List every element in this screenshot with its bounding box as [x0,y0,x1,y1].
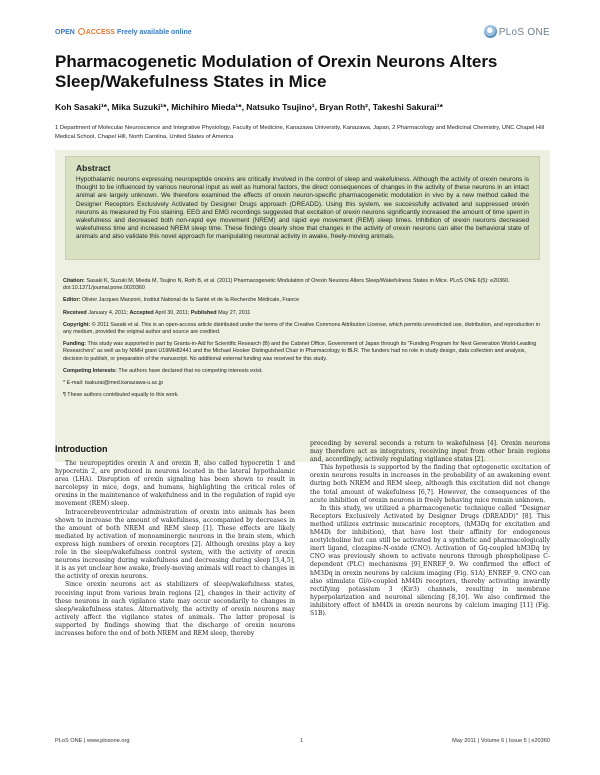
abstract-heading: Abstract [76,163,111,173]
front-matter-panel [55,150,550,462]
plos-one-logo: PLoS ONE [484,25,550,38]
paragraph: In this study, we utilized a pharmacogenetic technique called "Designer Receptors Exclusively Activated by Designer Drugs (DREADD)" [8]. This method utilizes extrinsic muscarinic receptors, (hM3Dq for excitation and hM4Di for inhibition), that have lost their affinity for endogenous acetylcholine but can still be activated by a synthetic and pharmacologically inert ligand, clozapine-N-oxide (CNO). Activation of Gq-coupled hM3Dq by CNO was previously shown to activate neurons through phospholipase C-dependent (PLC) mechanisms [9]_ENREF_9. We confirmed the effect of hM3Dq in orexin neurons by calcium imaging (Fig. S1A)_ENREF_9. CNO can also stimulate Gi/o-coupled hM4Di receptors, thereby activating inwardly rectifying potassium 3 (Kir3) channels, resulting in membrane hyperpolarization and neuronal silencing [8,10]. We also confirmed the inhibitory effect of hM4Di in orexin neurons by calcium imaging [11] (Fig. S1B). [310,504,550,617]
copyright: Copyright: © 2011 Sasaki et al. This is an open-access article distributed under the terms of the Creative Commons Attribution License, which permits unrestricted use, distribution, and reproduction in any medium, provided the original author and source are credited. [63,321,540,336]
body-column-left [55,460,295,638]
paper-title: Pharmacogenetic Modulation of Orexin Neurons Alters Sleep/Wakefulness States in Mice [55,52,498,91]
footer-issue-info: May 2011 | Volume 6 | Issue 5 | e20360 [452,738,550,744]
paragraph: The neuropeptides orexin A and orexin B, also called hypocretin 1 and hypocretin 2, are produced in neurons located in the lateral hypothalamic area (LHA). Disruption of orexin signaling has been shown to result in narcolepsy in mice, dogs, and humans, highlighting the critical roles of orexins in the maintenance of wakefulness and in the regulation of rapid eye movement (REM) sleep. [55,460,295,508]
author-list: Koh Sasaki¹*, Mika Suzuki¹*, Michihiro Mieda¹*, Natsuko Tsujino¹, Bryan Roth², Takeshi Sakurai¹* [55,102,443,112]
equal-contribution-note: ¶ These authors contributed equally to this work. [63,392,179,399]
introduction-heading: Introduction [55,444,108,454]
body-column-right [310,440,550,618]
citation: Citation: Sasaki K, Suzuki M, Mieda M, Tsujino N, Roth B, et al. (2011) Pharmacogenetic Modulation of Orexin Neurons Alters Sleep/Wakefulness States in Mice. PLoS ONE 6(5): e20360. doi:10.1371/journal.pone.0020360 [63,278,510,292]
article-metadata [63,278,541,404]
dates: Received January 4, 2011; Accepted April 30, 2011; Published May 27, 2011 [63,309,251,316]
paragraph: preceding by several seconds a return to wakefulness [4]. Orexin neurons may therefore act as integrators, receiving input from other brain regions and, accordingly, actively regulating vigilance states [2]. [310,440,550,464]
funding: Funding: This study was supported in part by Grants-in-Aid for Scientific Research (B) and the Cabinet Office, Government of Japan through its "Funding Program for Next Generation World-Leading Researchers" as well as by NIMH grant U19MH82441 and the Michael Hooker Distinguished Chair in Pharmacology to BLR. The funders had no role in study design, data collection and analysis, decision to publish, or preparation of the manuscript. No additional external funding was received for this study. [63,341,537,362]
page-number: 1 [300,738,304,744]
plos-logo-icon [484,25,497,38]
competing-interests: Competing Interests: The authors have declared that no competing interests exist. [63,367,263,374]
paragraph: Intracerebroventricular administration of orexin into animals has been shown to increase the amount of wakefulness, accompanied by decreases in the amount of both NREM and REM sleep [1]. These effects are likely mediated by activation of monoaminergic neurons in the brain stem, which express high numbers of orexin receptors [2]. Although orexins play a key role in the sleep/wakefulness control system, with the activity of orexin neurons increasing during wakefulness and decreasing during sleep [3,4,5], it is as yet unclear how awake, freely-moving animals will react to changes in the activity of orexin neurons. [55,508,295,581]
corresponding-email[interactable]: * E-mail: tsakurai@med.kanazawa-u.ac.jp [63,380,164,387]
page-footer [55,738,550,748]
journal-header [55,27,550,41]
editor: Editor: Olivier Jacques Manzoni, Institut National de la Santé et de la Recherche Médicale, France [63,297,300,304]
abstract-text: Hypothalamic neurons expressing neuropeptide orexins are critically involved in the control of sleep and wakefulness. Although the activity of orexin neurons is thought to be influenced by various neuronal input as well as humoral factors, the direct consequences of changes in the activity of these neurons in an intact animal are largely unknown. We therefore examined the effects of orexin neuron-specific pharmacogenetic modulation in vivo by a new method called the Designer Receptors Exclusively Activated by Designer Drugs approach (DREADD). Using this system, we successfully activated and suppressed orexin neurons as measured by Fos staining. EEG and EMG recordings suggested that excitation of orexin neurons significantly increased the amount of time spent in wakefulness and decreased both non-rapid eye movement (NREM) and rapid eye movement (REM) sleep times. Inhibition of orexin neurons decreased wakefulness time and increased NREM sleep time. These findings clearly show that changes in the activity of orexin neurons can alter the behavioral state of animals and also validate this novel approach for manipulating neuronal activity in awake, freely-moving animals. [76,176,529,241]
paragraph: This hypothesis is supported by the finding that optogenetic excitation of orexin neurons results in increases in the probability of an awakening event during both NREM and REM sleep, although this excitation did not change the total amount of wakefulness [6,7]. However, the consequences of the acute inhibition of orexin neurons in freely behaving mice remain unknown. [310,464,550,504]
footer-journal-link[interactable]: PLoS ONE | www.plosone.org [55,738,130,744]
abstract-box [65,156,540,260]
paragraph: Since orexin neurons act as stabilizers of sleep/wakefulness states, receiving input from various brain regions [2], changes in their activity of these neurons in each vigilance state may occur secondarily to changes in sleep/wakefulness states. Alternatively, the activity of orexin neurons may actively affect the vigilance states of animals. The latter proposal is supported by findings showing that the discharge of orexin neurons increases before the end of both NREM and REM sleep, thereby [55,581,295,637]
affiliations: 1 Department of Molecular Neuroscience and Integrative Physiology, Faculty of Medicine, Kanazawa University, Kanazawa, Japan, 2 Pharmacology and Medicinal Chemistry, UNC Chapel Hill Medical School, Chapel Hill, North Carolina, United States of America [55,125,545,140]
open-access-lock-icon [78,28,85,35]
open-access-banner: OPEN ACCESS Freely available online [55,29,192,36]
